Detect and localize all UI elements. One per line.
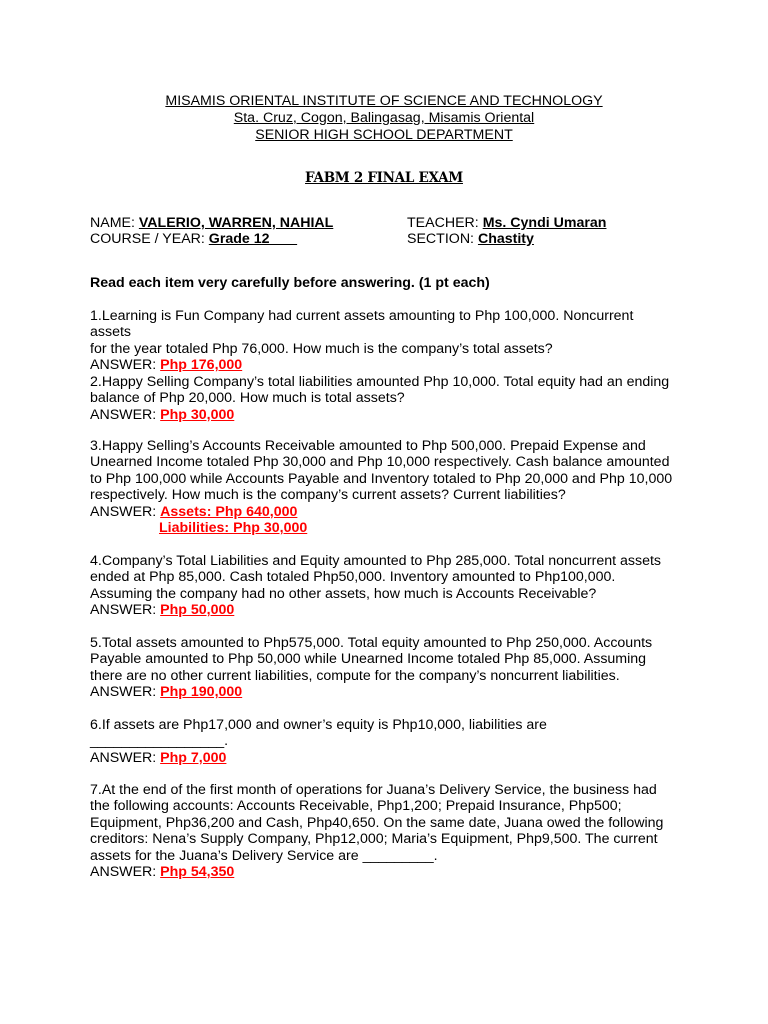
answer-label: ANSWER: [90,864,161,881]
answer-value: Php 176,000 [160,357,243,374]
answer-row [90,504,675,520]
question-line: there are no other current liabilities, compute for the company’s noncurrent liabilities. [90,667,620,684]
name-value: VALERIO, WARREN, NAHIAL [138,215,334,231]
question-line: Assuming the company had no other assets, how much is Accounts Receivable? [90,585,597,602]
student-info-row-2 [90,231,680,247]
question-6 [90,717,675,766]
question-line: to Php 100,000 while Accounts Payable and Inventory totaled to Php 20,000 and Php 10,000 [90,470,673,487]
answer-value-liabilities: Liabilities: Php 30,000 [159,520,308,537]
department-name: SENIOR HIGH SCHOOL DEPARTMENT [255,127,513,143]
answer-row [90,684,675,700]
answer-label: ANSWER: [90,602,161,619]
answer-label: ANSWER: [90,749,161,766]
answer-row-2 [90,520,675,536]
answer-label: ANSWER: [90,503,161,520]
answer-row [90,357,675,373]
answer-value: Php 190,000 [160,684,243,701]
question-line: assets for the Juana’s Delivery Service are _________. [90,847,438,864]
answer-value: Php 50,000 [160,602,235,619]
question-line: ended at Php 85,000. Cash totaled Php50,000. Inventory amounted to Php100,000. [90,569,616,586]
question-line: balance of Php 20,000. How much is total assets? [90,390,405,407]
answer-row [90,750,675,766]
answer-value: Php 7,000 [160,749,227,766]
name-label: NAME: [90,215,139,231]
question-line: the following accounts: Accounts Receivable, Php1,200; Prepaid Insurance, Php500; [90,798,622,815]
answer-row [90,864,675,880]
answer-value-assets: Assets: Php 640,000 [160,503,298,520]
answer-value: Php 54,350 [160,864,235,881]
question-line: 4.Company’s Total Liabilities and Equity amounted to Php 285,000. Total noncurrent assets [90,553,662,569]
instruction-text: Read each item very carefully before answering. (1 pt each) [90,275,490,291]
question-5 [90,635,675,701]
question-line: 2.Happy Selling Company’s total liabilities amounted Php 10,000. Total equity had an ending [90,374,670,390]
teacher-label: TEACHER: [407,215,483,231]
exam-title: FABM 2 FINAL EXAM [305,170,463,186]
answer-label: ANSWER: [90,406,161,423]
teacher-value: Ms. Cyndi Umaran [482,215,607,231]
school-header [0,93,768,144]
answer-row [90,602,675,618]
question-2 [90,374,675,423]
answer-label: ANSWER: [90,357,161,374]
school-address: Sta. Cruz, Cogon, Balingasag, Misamis Oriental [233,110,535,126]
question-4 [90,553,675,619]
question-line: 7.At the end of the first month of operations for Juana’s Delivery Service, the business had [90,782,657,798]
course-value: Grade 12 [208,231,298,247]
course-label: COURSE / YEAR: [90,231,209,247]
question-line: Unearned Income totaled Php 30,000 and Php 10,000 respectively. Cash balance amounted [90,454,670,471]
question-7 [90,782,675,880]
question-line: 5.Total assets amounted to Php575,000. Total equity amounted to Php 250,000. Accounts [90,635,653,651]
question-line: _________________. [90,733,229,750]
question-1 [90,308,675,374]
question-line: 1.Learning is Fun Company had current assets amounting to Php 100,000. Noncurrent assets [90,308,634,341]
answer-row [90,407,675,423]
question-line: respectively. How much is the company’s current assets? Current liabilities? [90,487,566,504]
question-3 [90,438,675,536]
school-name: MISAMIS ORIENTAL INSTITUTE OF SCIENCE AND TECHNOLOGY [165,93,603,109]
answer-label: ANSWER: [90,684,161,701]
section-label: SECTION: [407,231,478,247]
question-line: 3.Happy Selling’s Accounts Receivable amounted to Php 500,000. Prepaid Expense and [90,438,646,454]
answer-value: Php 30,000 [160,406,235,423]
student-info-row-1 [90,215,680,231]
question-line: 6.If assets are Php17,000 and owner’s equity is Php10,000, liabilities are [90,717,547,733]
section-value: Chastity [477,231,534,247]
question-line: for the year totaled Php 76,000. How much is the company’s total assets? [90,340,553,357]
question-line: Equipment, Php36,200 and Cash, Php40,650. On the same date, Juana owed the following [90,814,664,831]
question-line: creditors: Nena’s Supply Company, Php12,000; Maria’s Equipment, Php9,500. The current [90,831,658,848]
question-line: Payable amounted to Php 50,000 while Unearned Income totaled Php 85,000. Assuming [90,651,647,668]
